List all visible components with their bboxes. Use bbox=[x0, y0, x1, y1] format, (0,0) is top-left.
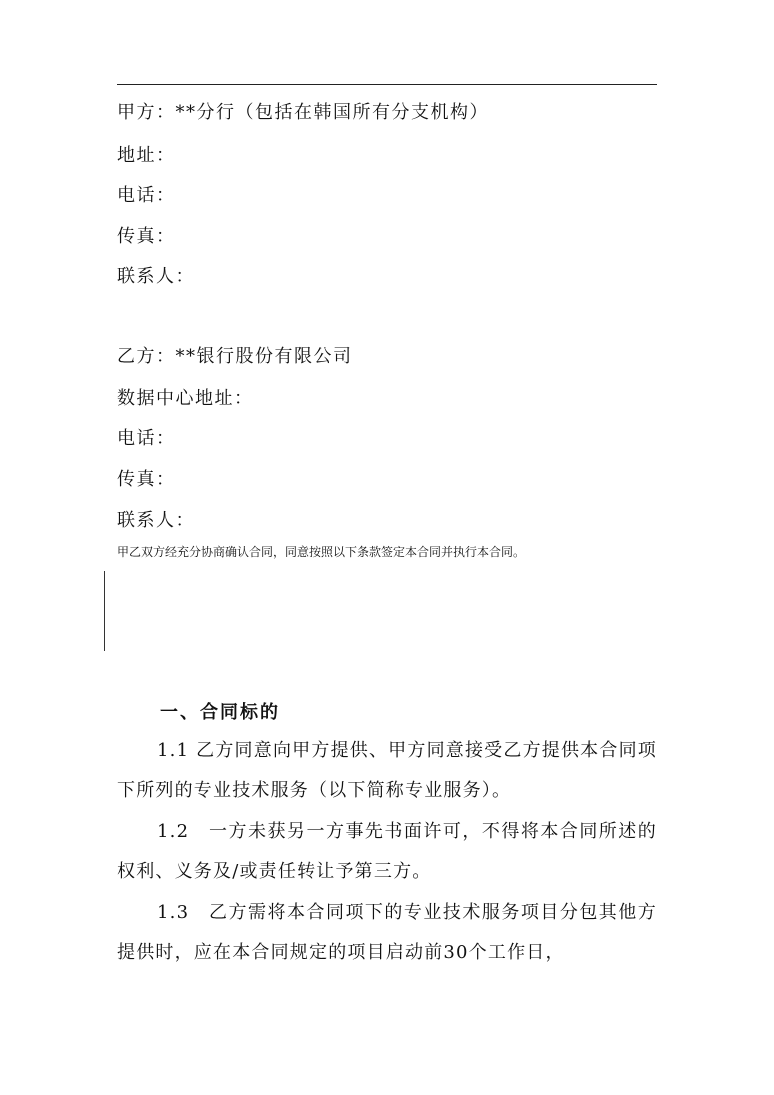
party-a-fax: 传真： bbox=[117, 226, 176, 247]
party-b-address: 数据中心地址： bbox=[117, 388, 254, 409]
clause-1-2: 1.2 一方未获另一方事先书面许可，不得将本合同所述的权利、义务及/或责任转让予第三方。 bbox=[117, 821, 657, 882]
party-b-phone: 电话： bbox=[117, 428, 176, 449]
party-b-name: 乙方：**银行股份有限公司 bbox=[117, 346, 353, 367]
header-rule bbox=[117, 84, 657, 85]
party-b-contact: 联系人： bbox=[117, 510, 195, 531]
party-b-fax: 传真： bbox=[117, 469, 176, 490]
intro-note: 甲乙双方经充分协商确认合同，同意按照以下条款签定本合同并执行本合同。 bbox=[117, 545, 526, 559]
margin-change-bar bbox=[104, 571, 105, 651]
party-a-address: 地址： bbox=[117, 145, 176, 166]
party-a-name: 甲方：**分行（包括在韩国所有分支机构） bbox=[117, 102, 489, 123]
section-heading: 一、合同标的 bbox=[160, 702, 280, 723]
party-a-contact: 联系人： bbox=[117, 266, 195, 287]
clause-1-1: 1.1 乙方同意向甲方提供、甲方同意接受乙方提供本合同项下所列的专业技术服务（以下简称专业服务）。 bbox=[117, 740, 657, 801]
party-a-phone: 电话： bbox=[117, 185, 176, 206]
clause-1-3: 1.3 乙方需将本合同项下的专业技术服务项目分包其他方提供时，应在本合同规定的项目启动前30个工作日， bbox=[117, 902, 657, 963]
